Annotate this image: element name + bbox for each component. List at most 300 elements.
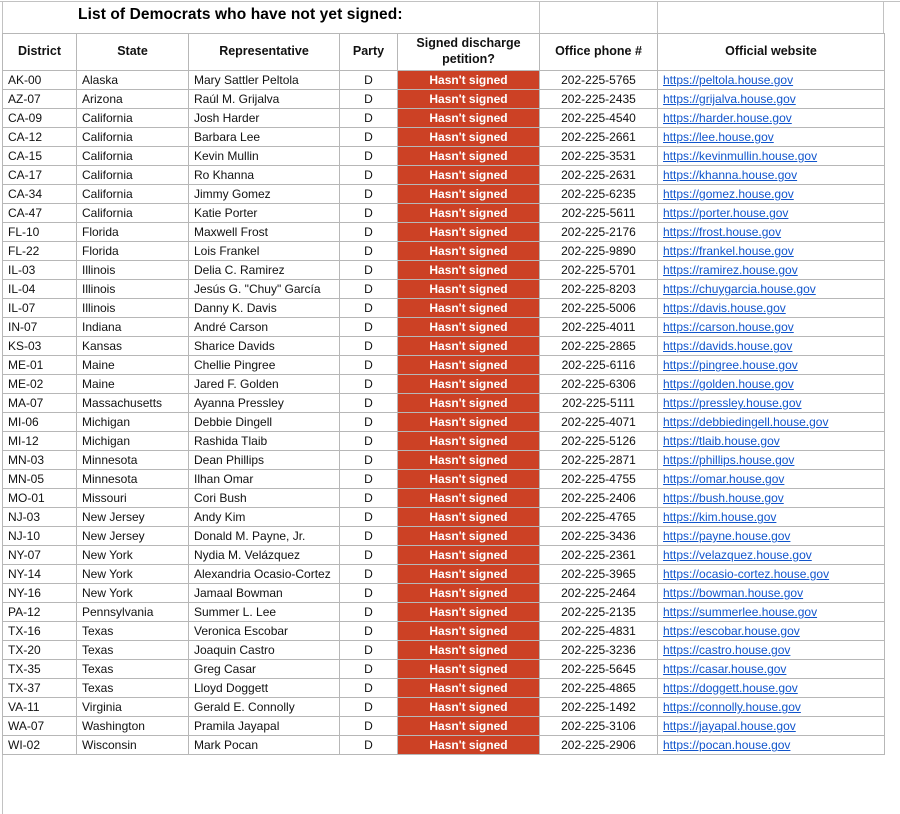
office-phone-cell: 202-225-5645 (540, 660, 658, 679)
signed-status-cell: Hasn't signed (398, 128, 540, 147)
website-link[interactable]: https://carson.house.gov (663, 320, 794, 334)
party-cell: D (340, 299, 398, 318)
website-link[interactable]: https://casar.house.gov (663, 662, 787, 676)
representative-cell: Nydia M. Velázquez (189, 546, 340, 565)
state-cell: New York (77, 546, 189, 565)
party-cell: D (340, 717, 398, 736)
website-cell (658, 717, 885, 736)
table-row (3, 299, 885, 318)
office-phone-cell: 202-225-2906 (540, 736, 658, 755)
website-cell (658, 432, 885, 451)
state-cell: Maine (77, 375, 189, 394)
representative-cell: Danny K. Davis (189, 299, 340, 318)
website-link[interactable]: https://summerlee.house.gov (663, 605, 818, 619)
website-link[interactable]: https://phillips.house.gov (663, 453, 795, 467)
district-cell: NJ-03 (3, 508, 77, 527)
table-row (3, 185, 885, 204)
table-row (3, 736, 885, 755)
table-row (3, 641, 885, 660)
state-cell: New York (77, 584, 189, 603)
website-cell (658, 223, 885, 242)
district-cell: TX-20 (3, 641, 77, 660)
office-phone-cell: 202-225-4865 (540, 679, 658, 698)
state-cell: Kansas (77, 337, 189, 356)
table-row (3, 470, 885, 489)
state-cell: Indiana (77, 318, 189, 337)
representative-cell: Jared F. Golden (189, 375, 340, 394)
state-cell: Texas (77, 660, 189, 679)
party-cell: D (340, 128, 398, 147)
table-row (3, 356, 885, 375)
party-cell: D (340, 318, 398, 337)
representative-cell: Rashida Tlaib (189, 432, 340, 451)
website-cell (658, 280, 885, 299)
website-cell (658, 71, 885, 90)
column-header-state: State (77, 34, 189, 71)
table-row (3, 546, 885, 565)
party-cell: D (340, 546, 398, 565)
website-link[interactable]: https://frost.house.gov (663, 225, 782, 239)
district-cell: NJ-10 (3, 527, 77, 546)
signed-status-cell: Hasn't signed (398, 147, 540, 166)
state-cell: Florida (77, 223, 189, 242)
signed-status-cell: Hasn't signed (398, 660, 540, 679)
website-cell (658, 337, 885, 356)
table-row (3, 242, 885, 261)
table-row (3, 375, 885, 394)
district-cell: MO-01 (3, 489, 77, 508)
party-cell: D (340, 432, 398, 451)
table-row (3, 698, 885, 717)
office-phone-cell: 202-225-2435 (540, 90, 658, 109)
district-cell: WI-02 (3, 736, 77, 755)
page-title: List of Democrats who have not yet signed: (78, 6, 403, 23)
district-cell: NY-07 (3, 546, 77, 565)
representative-cell: Maxwell Frost (189, 223, 340, 242)
office-phone-cell: 202-225-4765 (540, 508, 658, 527)
table-row (3, 147, 885, 166)
website-cell (658, 261, 885, 280)
state-cell: Michigan (77, 413, 189, 432)
website-link[interactable]: https://porter.house.gov (663, 206, 789, 220)
party-cell: D (340, 185, 398, 204)
state-cell: New Jersey (77, 508, 189, 527)
district-cell: MN-05 (3, 470, 77, 489)
website-link[interactable]: https://tlaib.house.gov (663, 434, 780, 448)
office-phone-cell: 202-225-2176 (540, 223, 658, 242)
party-cell: D (340, 508, 398, 527)
table-row (3, 660, 885, 679)
header-row (3, 34, 885, 71)
website-link[interactable]: https://pingree.house.gov (663, 358, 798, 372)
representative-cell: Veronica Escobar (189, 622, 340, 641)
signed-status-cell: Hasn't signed (398, 489, 540, 508)
signed-status-cell: Hasn't signed (398, 470, 540, 489)
website-link[interactable]: https://lee.house.gov (663, 130, 774, 144)
district-cell: MI-06 (3, 413, 77, 432)
representatives-table (2, 33, 885, 755)
website-cell (658, 527, 885, 546)
table-row (3, 432, 885, 451)
office-phone-cell: 202-225-5611 (540, 204, 658, 223)
party-cell: D (340, 394, 398, 413)
website-link[interactable]: https://bush.house.gov (663, 491, 784, 505)
website-cell (658, 147, 885, 166)
website-link[interactable]: https://khanna.house.gov (663, 168, 798, 182)
table-row (3, 71, 885, 90)
state-cell: California (77, 128, 189, 147)
district-cell: ME-02 (3, 375, 77, 394)
party-cell: D (340, 204, 398, 223)
table-row (3, 413, 885, 432)
representative-cell: Jamaal Bowman (189, 584, 340, 603)
district-cell: PA-12 (3, 603, 77, 622)
gridline (0, 1, 900, 2)
representative-cell: Cori Bush (189, 489, 340, 508)
office-phone-cell: 202-225-8203 (540, 280, 658, 299)
gridline (657, 1, 658, 33)
representative-cell: Greg Casar (189, 660, 340, 679)
table-row (3, 166, 885, 185)
website-link[interactable]: https://chuygarcia.house.gov (663, 282, 816, 296)
state-cell: California (77, 166, 189, 185)
party-cell: D (340, 71, 398, 90)
representative-cell: Donald M. Payne, Jr. (189, 527, 340, 546)
district-cell: AK-00 (3, 71, 77, 90)
district-cell: KS-03 (3, 337, 77, 356)
office-phone-cell: 202-225-2135 (540, 603, 658, 622)
table-row (3, 679, 885, 698)
district-cell: ME-01 (3, 356, 77, 375)
office-phone-cell: 202-225-4011 (540, 318, 658, 337)
signed-status-cell: Hasn't signed (398, 299, 540, 318)
district-cell: IL-04 (3, 280, 77, 299)
party-cell: D (340, 90, 398, 109)
website-link[interactable]: https://connolly.house.gov (663, 700, 801, 714)
signed-status-cell: Hasn't signed (398, 261, 540, 280)
website-link[interactable]: https://davids.house.gov (663, 339, 793, 353)
table-row (3, 717, 885, 736)
website-link[interactable]: https://bowman.house.gov (663, 586, 804, 600)
party-cell: D (340, 413, 398, 432)
column-header-office-phone: Office phone # (540, 34, 658, 71)
office-phone-cell: 202-225-2464 (540, 584, 658, 603)
signed-status-cell: Hasn't signed (398, 527, 540, 546)
representative-cell: Delia C. Ramirez (189, 261, 340, 280)
party-cell: D (340, 261, 398, 280)
website-link[interactable]: https://jayapal.house.gov (663, 719, 796, 733)
party-cell: D (340, 489, 398, 508)
office-phone-cell: 202-225-6306 (540, 375, 658, 394)
website-cell (658, 508, 885, 527)
state-cell: New York (77, 565, 189, 584)
signed-status-cell: Hasn't signed (398, 508, 540, 527)
website-cell (658, 603, 885, 622)
signed-status-cell: Hasn't signed (398, 679, 540, 698)
representative-cell: Summer L. Lee (189, 603, 340, 622)
website-link[interactable]: https://omar.house.gov (663, 472, 785, 486)
signed-status-cell: Hasn't signed (398, 451, 540, 470)
column-header-signed-petition: Signed discharge petition? (398, 34, 540, 71)
district-cell: WA-07 (3, 717, 77, 736)
website-cell (658, 660, 885, 679)
column-header-party: Party (340, 34, 398, 71)
table-row (3, 90, 885, 109)
district-cell: MN-03 (3, 451, 77, 470)
party-cell: D (340, 375, 398, 394)
representative-cell: Jesús G. "Chuy" García (189, 280, 340, 299)
website-link[interactable]: https://debbiedingell.house.gov (663, 415, 829, 429)
table-row (3, 318, 885, 337)
website-cell (658, 394, 885, 413)
office-phone-cell: 202-225-5126 (540, 432, 658, 451)
party-cell: D (340, 565, 398, 584)
website-link[interactable]: https://velazquez.house.gov (663, 548, 812, 562)
table-row (3, 584, 885, 603)
table-row (3, 128, 885, 147)
signed-status-cell: Hasn't signed (398, 318, 540, 337)
signed-status-cell: Hasn't signed (398, 584, 540, 603)
website-cell (658, 185, 885, 204)
signed-status-cell: Hasn't signed (398, 242, 540, 261)
party-cell: D (340, 223, 398, 242)
signed-status-cell: Hasn't signed (398, 622, 540, 641)
table-body (3, 71, 885, 755)
office-phone-cell: 202-225-6235 (540, 185, 658, 204)
office-phone-cell: 202-225-5765 (540, 71, 658, 90)
column-header-official-website: Official website (658, 34, 885, 71)
signed-status-cell: Hasn't signed (398, 109, 540, 128)
column-header-district: District (3, 34, 77, 71)
website-cell (658, 204, 885, 223)
state-cell: Wisconsin (77, 736, 189, 755)
office-phone-cell: 202-225-2661 (540, 128, 658, 147)
representative-cell: Sharice Davids (189, 337, 340, 356)
representative-cell: Ilhan Omar (189, 470, 340, 489)
table-row (3, 451, 885, 470)
signed-status-cell: Hasn't signed (398, 413, 540, 432)
state-cell: Minnesota (77, 451, 189, 470)
state-cell: Arizona (77, 90, 189, 109)
district-cell: CA-17 (3, 166, 77, 185)
website-link[interactable]: https://payne.house.gov (663, 529, 791, 543)
table-row (3, 109, 885, 128)
website-cell (658, 546, 885, 565)
state-cell: California (77, 147, 189, 166)
website-link[interactable]: https://frankel.house.gov (663, 244, 794, 258)
office-phone-cell: 202-225-5701 (540, 261, 658, 280)
district-cell: TX-16 (3, 622, 77, 641)
website-link[interactable]: https://gomez.house.gov (663, 187, 794, 201)
party-cell: D (340, 736, 398, 755)
website-link[interactable]: https://pocan.house.gov (663, 738, 791, 752)
state-cell: Texas (77, 622, 189, 641)
state-cell: Maine (77, 356, 189, 375)
office-phone-cell: 202-225-2406 (540, 489, 658, 508)
state-cell: Missouri (77, 489, 189, 508)
party-cell: D (340, 109, 398, 128)
representative-cell: Joaquin Castro (189, 641, 340, 660)
state-cell: Pennsylvania (77, 603, 189, 622)
signed-status-cell: Hasn't signed (398, 375, 540, 394)
signed-status-cell: Hasn't signed (398, 223, 540, 242)
representative-cell: Barbara Lee (189, 128, 340, 147)
state-cell: Massachusetts (77, 394, 189, 413)
website-link[interactable]: https://doggett.house.gov (663, 681, 798, 695)
office-phone-cell: 202-225-2871 (540, 451, 658, 470)
district-cell: CA-34 (3, 185, 77, 204)
representative-cell: Mark Pocan (189, 736, 340, 755)
office-phone-cell: 202-225-4071 (540, 413, 658, 432)
gridline (539, 1, 540, 33)
signed-status-cell: Hasn't signed (398, 394, 540, 413)
representative-cell: Pramila Jayapal (189, 717, 340, 736)
representative-cell: Andy Kim (189, 508, 340, 527)
website-link[interactable]: https://peltola.house.gov (663, 73, 794, 87)
website-cell (658, 413, 885, 432)
website-link[interactable]: https://ramirez.house.gov (663, 263, 798, 277)
district-cell: CA-12 (3, 128, 77, 147)
state-cell: Florida (77, 242, 189, 261)
table-row (3, 280, 885, 299)
state-cell: New Jersey (77, 527, 189, 546)
table-row (3, 489, 885, 508)
district-cell: MI-12 (3, 432, 77, 451)
website-link[interactable]: https://kevinmullin.house.gov (663, 149, 818, 163)
state-cell: Washington (77, 717, 189, 736)
table-row (3, 204, 885, 223)
party-cell: D (340, 679, 398, 698)
website-link[interactable]: https://harder.house.gov (663, 111, 792, 125)
signed-status-cell: Hasn't signed (398, 736, 540, 755)
signed-status-cell: Hasn't signed (398, 280, 540, 299)
district-cell: VA-11 (3, 698, 77, 717)
signed-status-cell: Hasn't signed (398, 565, 540, 584)
website-cell (658, 565, 885, 584)
office-phone-cell: 202-225-1492 (540, 698, 658, 717)
office-phone-cell: 202-225-3106 (540, 717, 658, 736)
district-cell: IL-03 (3, 261, 77, 280)
representative-cell: Debbie Dingell (189, 413, 340, 432)
party-cell: D (340, 698, 398, 717)
website-cell (658, 622, 885, 641)
district-cell: TX-35 (3, 660, 77, 679)
district-cell: CA-47 (3, 204, 77, 223)
district-cell: AZ-07 (3, 90, 77, 109)
website-link[interactable]: https://davis.house.gov (663, 301, 786, 315)
office-phone-cell: 202-225-4540 (540, 109, 658, 128)
website-link[interactable]: https://grijalva.house.gov (663, 92, 796, 106)
party-cell: D (340, 166, 398, 185)
table-row (3, 527, 885, 546)
state-cell: California (77, 185, 189, 204)
office-phone-cell: 202-225-4755 (540, 470, 658, 489)
office-phone-cell: 202-225-2865 (540, 337, 658, 356)
website-link[interactable]: https://escobar.house.gov (663, 624, 800, 638)
website-link[interactable]: https://golden.house.gov (663, 377, 794, 391)
signed-status-cell: Hasn't signed (398, 641, 540, 660)
office-phone-cell: 202-225-3236 (540, 641, 658, 660)
representative-cell: Ayanna Pressley (189, 394, 340, 413)
party-cell: D (340, 622, 398, 641)
party-cell: D (340, 660, 398, 679)
representative-cell: Alexandria Ocasio-Cortez (189, 565, 340, 584)
party-cell: D (340, 451, 398, 470)
office-phone-cell: 202-225-2361 (540, 546, 658, 565)
representative-cell: Lois Frankel (189, 242, 340, 261)
website-link[interactable]: https://castro.house.gov (663, 643, 791, 657)
state-cell: Michigan (77, 432, 189, 451)
website-cell (658, 356, 885, 375)
office-phone-cell: 202-225-2631 (540, 166, 658, 185)
website-link[interactable]: https://kim.house.gov (663, 510, 777, 524)
district-cell: IL-07 (3, 299, 77, 318)
table-row (3, 508, 885, 527)
party-cell: D (340, 280, 398, 299)
district-cell: IN-07 (3, 318, 77, 337)
signed-status-cell: Hasn't signed (398, 337, 540, 356)
website-cell (658, 318, 885, 337)
representative-cell: Gerald E. Connolly (189, 698, 340, 717)
representative-cell: Josh Harder (189, 109, 340, 128)
table-row (3, 394, 885, 413)
representative-cell: Raúl M. Grijalva (189, 90, 340, 109)
table-row (3, 261, 885, 280)
office-phone-cell: 202-225-3965 (540, 565, 658, 584)
state-cell: Texas (77, 641, 189, 660)
signed-status-cell: Hasn't signed (398, 166, 540, 185)
state-cell: Illinois (77, 299, 189, 318)
representative-cell: Kevin Mullin (189, 147, 340, 166)
office-phone-cell: 202-225-6116 (540, 356, 658, 375)
website-cell (658, 242, 885, 261)
table-row (3, 565, 885, 584)
signed-status-cell: Hasn't signed (398, 71, 540, 90)
table-row (3, 622, 885, 641)
district-cell: TX-37 (3, 679, 77, 698)
district-cell: FL-10 (3, 223, 77, 242)
signed-status-cell: Hasn't signed (398, 356, 540, 375)
website-cell (658, 375, 885, 394)
district-cell: CA-09 (3, 109, 77, 128)
party-cell: D (340, 584, 398, 603)
website-cell (658, 90, 885, 109)
representative-cell: Dean Phillips (189, 451, 340, 470)
office-phone-cell: 202-225-3436 (540, 527, 658, 546)
office-phone-cell: 202-225-5006 (540, 299, 658, 318)
state-cell: Illinois (77, 280, 189, 299)
signed-status-cell: Hasn't signed (398, 546, 540, 565)
office-phone-cell: 202-225-9890 (540, 242, 658, 261)
table-header (3, 34, 885, 71)
signed-status-cell: Hasn't signed (398, 603, 540, 622)
district-cell: NY-16 (3, 584, 77, 603)
office-phone-cell: 202-225-3531 (540, 147, 658, 166)
website-cell (658, 470, 885, 489)
representative-cell: Katie Porter (189, 204, 340, 223)
state-cell: Illinois (77, 261, 189, 280)
table-row (3, 223, 885, 242)
party-cell: D (340, 527, 398, 546)
column-header-representative: Representative (189, 34, 340, 71)
table-row (3, 603, 885, 622)
representative-cell: Jimmy Gomez (189, 185, 340, 204)
website-link[interactable]: https://pressley.house.gov (663, 396, 802, 410)
website-link[interactable]: https://ocasio-cortez.house.gov (663, 567, 830, 581)
website-cell (658, 109, 885, 128)
office-phone-cell: 202-225-4831 (540, 622, 658, 641)
website-cell (658, 679, 885, 698)
